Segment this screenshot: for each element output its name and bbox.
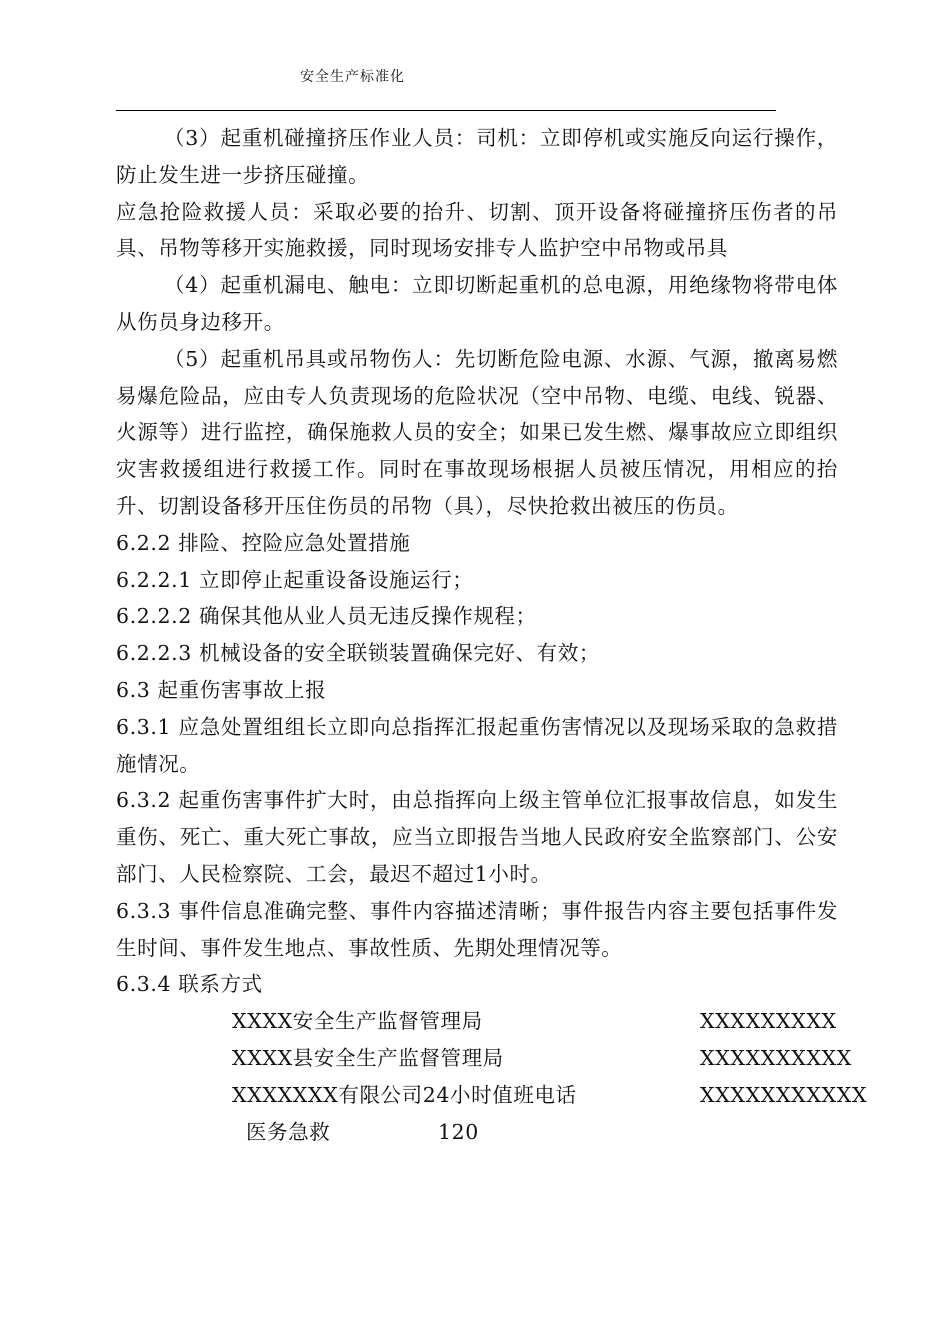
paragraph-6-3-3: 6.3.3 事件信息准确完整、事件内容描述清晰；事件报告内容主要包括事件发生时间、事件发生地点、事故性质、先期处理情况等。 bbox=[116, 898, 838, 960]
contact-name: XXXX县安全生产监督管理局 bbox=[232, 1045, 504, 1070]
emergency-contact-name: 医务急救 bbox=[246, 1119, 331, 1144]
contact-row bbox=[116, 1003, 838, 1040]
emergency-contact-row bbox=[116, 1114, 838, 1151]
section-heading-6-2-2: 6.2.2 排险、控险应急处置措施 bbox=[116, 530, 411, 555]
paragraph-rescue-personnel: 应急抢险救援人员：采取必要的抬升、切割、顶开设备将碰撞挤压伤者的吊具、吊物等移开实施救援，同时现场安排专人监护空中吊物或吊具 bbox=[116, 199, 838, 261]
contact-phone: XXXXXXXXXX bbox=[700, 1045, 852, 1070]
list-item-6-2-2-1: 6.2.2.1 立即停止起重设备设施运行； bbox=[116, 567, 474, 592]
document-body bbox=[116, 120, 868, 1150]
emergency-contact-phone: 120 bbox=[438, 1119, 479, 1144]
page-header-title: 安全生产标准化 bbox=[300, 69, 405, 85]
paragraph-crane-collision-driver: （3）起重机碰撞挤压作业人员：司机：立即停机或实施反向运行操作，防止发生进一步挤压碰撞。 bbox=[116, 126, 838, 187]
list-item-6-2-2-2: 6.2.2.2 确保其他从业人员无违反操作规程； bbox=[116, 604, 537, 629]
contact-name: XXXX安全生产监督管理局 bbox=[232, 1009, 483, 1034]
paragraph-crane-hoist-injury: （5）起重机吊具或吊物伤人：先切断危险电源、水源、气源，撤离易燃易爆危险品，应由专人负责现场的危险状况（空中吊物、电缆、电线、锐器、火源等）进行监控，确保施救人员的安全；如果已发生燃、爆事故应立即组织灾害救援组进行救援工作。同时在事故现场根据人员被压情况，用相应的抬升、切割设备移开压住伤员的吊物（具），尽快抢救出被压的伤员。 bbox=[116, 346, 838, 518]
contact-row bbox=[116, 1040, 852, 1077]
section-heading-6-3: 6.3 起重伤害事故上报 bbox=[116, 677, 327, 702]
section-heading-6-3-4: 6.3.4 联系方式 bbox=[116, 972, 263, 997]
contact-name: XXXXXXX有限公司24小时值班电话 bbox=[232, 1082, 577, 1107]
paragraph-6-3-2: 6.3.2 起重伤害事件扩大时，由总指挥向上级主管单位汇报事故信息，如发生重伤、死亡、重大死亡事故，应当立即报告当地人民政府安全监察部门、公安部门、人民检察院、工会，最迟不超过1小时。 bbox=[116, 788, 838, 886]
contact-row bbox=[116, 1077, 868, 1114]
paragraph-6-3-1: 6.3.1 应急处置组组长立即向总指挥汇报起重伤害情况以及现场采取的急救措施情况。 bbox=[116, 714, 838, 776]
contact-phone: XXXXXXXXXXX bbox=[700, 1082, 868, 1107]
paragraph-crane-electric-shock: （4）起重机漏电、触电：立即切断起重机的总电源，用绝缘物将带电体从伤员身边移开。 bbox=[116, 273, 838, 334]
list-item-6-2-2-3: 6.2.2.3 机械设备的安全联锁装置确保完好、有效； bbox=[116, 641, 600, 666]
contact-phone: XXXXXXXXX bbox=[700, 1009, 837, 1034]
header-divider bbox=[116, 110, 776, 111]
